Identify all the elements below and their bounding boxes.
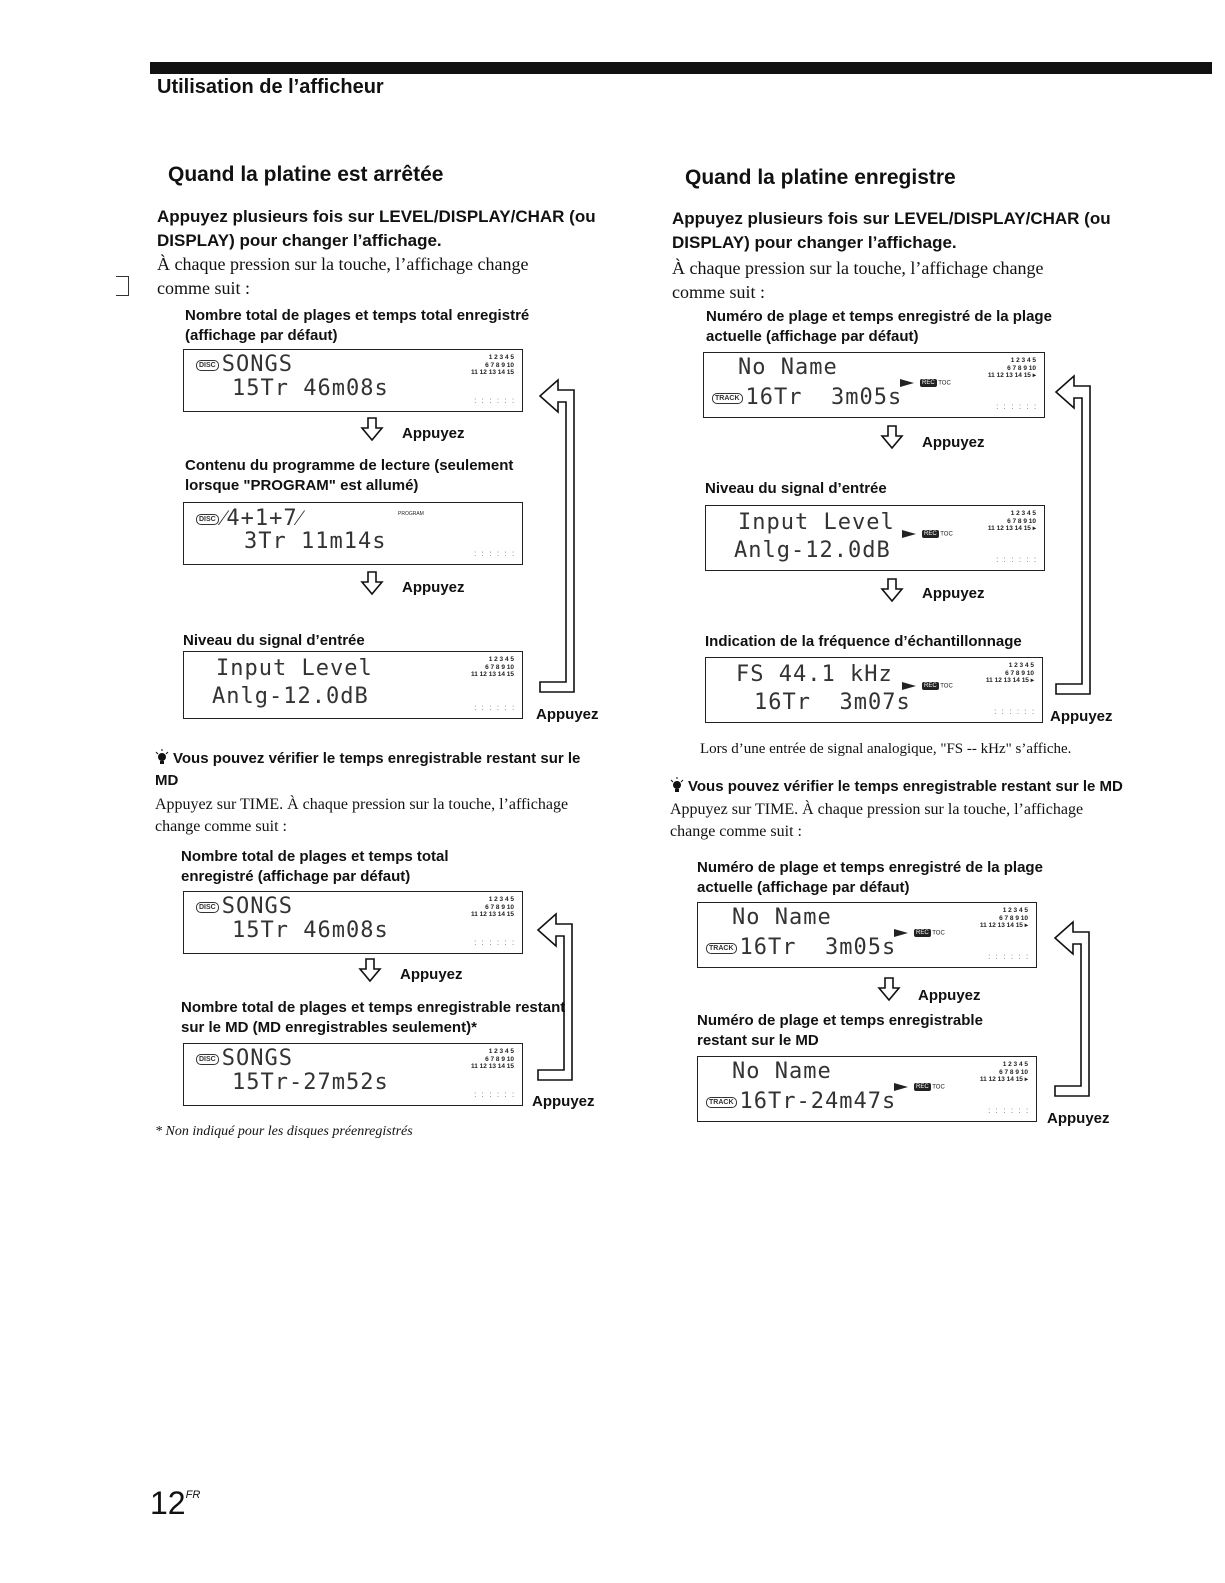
level-meter: ⁚ ⁚ ⁚ ⁚ ⁚ ⁚	[988, 1109, 1030, 1115]
rec-indicator: REC TOC	[902, 682, 953, 690]
disc-badge: DISC	[196, 902, 219, 913]
disc-badge: DISC	[196, 514, 219, 525]
left-heading: Quand la platine est arrêtée	[168, 163, 444, 186]
rec-indicator: REC TOC	[894, 929, 945, 937]
level-meter: ⁚ ⁚ ⁚ ⁚ ⁚ ⁚	[474, 399, 516, 405]
left-lcd-1	[183, 349, 523, 412]
track-grid: 1 2 3 4 5 6 7 8 9 10 11 12 13 14 15	[470, 1048, 514, 1070]
left-note-lcd-2	[183, 1043, 523, 1106]
right-lcd-3	[705, 657, 1043, 723]
page-number-value: 12	[150, 1485, 186, 1521]
left-note-title	[155, 748, 595, 792]
cycle-arrow-icon	[1053, 918, 1099, 1104]
appuyez-label: Appuyez	[922, 585, 985, 602]
track-grid: 1 2 3 4 5 6 7 8 9 10 11 12 13 14 15 ▸	[985, 662, 1034, 684]
lcd-line2: 16Tr-24m47s	[739, 1089, 897, 1114]
track-grid: 1 2 3 4 5 6 7 8 9 10 11 12 13 14 15 ▸	[987, 357, 1036, 379]
down-arrow-icon	[880, 577, 904, 603]
appuyez-label: Appuyez	[400, 966, 463, 983]
page-suffix: FR	[185, 1489, 201, 1501]
track-badge: TRACK	[712, 393, 743, 404]
left-instruction: Appuyez plusieurs fois sur LEVEL/DISPLAY/CHAR (ou DISPLAY) pour changer l’affichage.	[157, 207, 596, 250]
down-arrow-icon	[880, 424, 904, 450]
right-step1-label: Numéro de plage et temps enregistré de la plage actuelle (affichage par défaut)	[706, 308, 1052, 345]
right-lcd-2	[705, 505, 1045, 571]
track-grid: 1 2 3 4 5 6 7 8 9 10 11 12 13 14 15	[470, 656, 514, 678]
lcd-line2: Anlg-12.0dB	[212, 684, 369, 709]
appuyez-label: Appuyez	[918, 987, 981, 1004]
appuyez-label: Appuyez	[532, 1093, 595, 1110]
left-intro: À chaque pression sur la touche, l’affichage change comme suit :	[157, 254, 529, 298]
header-rule	[150, 62, 1212, 74]
page-number	[150, 1485, 200, 1522]
level-meter: ⁚ ⁚ ⁚ ⁚ ⁚ ⁚	[474, 941, 516, 947]
cycle-arrow-icon	[538, 376, 584, 702]
note-title-text: Vous pouvez vérifier le temps enregistrable restant sur le MD	[155, 750, 581, 789]
down-arrow-icon	[360, 570, 384, 596]
footnote: * Non indiqué pour les disques préenregistrés	[155, 1124, 413, 1139]
level-meter: ⁚ ⁚ ⁚ ⁚ ⁚ ⁚	[988, 955, 1030, 961]
lcd-line2: 16Tr 3m05s	[739, 935, 897, 960]
lcd-line2: 15Tr-27m52s	[232, 1070, 389, 1095]
right-note-title	[670, 776, 1140, 798]
lcd-line2: 16Tr 3m07s	[754, 690, 911, 715]
track-grid: 1 2 3 4 5 6 7 8 9 10 11 12 13 14 15 ▸	[987, 510, 1036, 532]
lcd-line2: Anlg-12.0dB	[734, 538, 891, 563]
rec-indicator: REC TOC	[902, 530, 953, 538]
left-step1-label: Nombre total de plages et temps total enregistré (affichage par défaut)	[185, 307, 530, 344]
track-grid: 1 2 3 4 5 6 7 8 9 10 11 12 13 14 15 ▸	[979, 907, 1028, 929]
right-heading: Quand la platine enregistre	[685, 166, 956, 189]
lcd-line2: 15Tr 46m08s	[232, 376, 389, 401]
lcd-line1: No Name	[738, 355, 838, 380]
right-note-step2-label: Numéro de plage et temps enregistrable restant sur le MD	[697, 1012, 983, 1049]
appuyez-label: Appuyez	[402, 579, 465, 596]
lcd-line2: 15Tr 46m08s	[232, 918, 389, 943]
disc-badge: DISC	[196, 360, 219, 371]
level-meter: ⁚ ⁚ ⁚ ⁚ ⁚ ⁚	[996, 558, 1038, 564]
lcd-line1: SONGS	[221, 1046, 293, 1071]
right-note-step1-label: Numéro de plage et temps enregistré de la plage actuelle (affichage par défaut)	[697, 859, 1043, 896]
left-step2-label: Contenu du programme de lecture (seulement lorsque "PROGRAM" est allumé)	[185, 457, 514, 494]
level-meter: ⁚ ⁚ ⁚ ⁚ ⁚ ⁚	[996, 405, 1038, 411]
down-arrow-icon	[358, 957, 382, 983]
lcd-line2: 16Tr 3m05s	[745, 385, 903, 410]
appuyez-label: Appuyez	[1050, 708, 1113, 725]
lcd-line1: ⁄4+1+7⁄	[221, 506, 303, 531]
down-arrow-icon	[877, 976, 901, 1002]
right-step3-label: Indication de la fréquence d’échantillonnage	[705, 633, 1022, 650]
lcd-line1: No Name	[732, 1059, 832, 1084]
right-lcd-1	[703, 352, 1045, 418]
lcd-line1: FS 44.1 kHz	[736, 662, 893, 687]
left-note-step1-label: Nombre total de plages et temps total enregistré (affichage par défaut)	[181, 848, 449, 885]
level-meter: ⁚ ⁚ ⁚ ⁚ ⁚ ⁚	[994, 710, 1036, 716]
lcd-line1: Input Level	[738, 510, 895, 535]
right-intro: À chaque pression sur la touche, l’affichage change comme suit :	[672, 258, 1044, 302]
appuyez-label: Appuyez	[1047, 1110, 1110, 1127]
left-lcd-2	[183, 502, 523, 565]
left-note-body: Appuyez sur TIME. À chaque pression sur la touche, l’affichage change comme suit :	[155, 796, 569, 835]
lcd-line1: SONGS	[221, 352, 293, 377]
program-indicator: PROGRAM	[398, 511, 424, 517]
lcd-line1: No Name	[732, 905, 832, 930]
track-grid: 1 2 3 4 5 6 7 8 9 10 11 12 13 14 15	[470, 354, 514, 376]
track-badge: TRACK	[706, 943, 737, 954]
right-note-body: Appuyez sur TIME. À chaque pression sur la touche, l’affichage change comme suit :	[670, 801, 1084, 840]
disc-badge: DISC	[196, 1054, 219, 1065]
appuyez-label: Appuyez	[922, 434, 985, 451]
tip-bulb-icon	[155, 749, 169, 765]
level-meter: ⁚ ⁚ ⁚ ⁚ ⁚ ⁚	[474, 552, 516, 558]
left-step3-label: Niveau du signal d’entrée	[183, 632, 365, 649]
level-meter: ⁚ ⁚ ⁚ ⁚ ⁚ ⁚	[474, 706, 516, 712]
cycle-arrow-icon	[1054, 372, 1100, 702]
left-note-step2-label: Nombre total de plages et temps enregistrable restant sur le MD (MD enregistrables seulement)*	[181, 999, 566, 1036]
lcd-line2: 3Tr 11m14s	[244, 529, 387, 554]
track-grid: 1 2 3 4 5 6 7 8 9 10 11 12 13 14 15 ▸	[979, 1061, 1028, 1083]
down-arrow-icon	[360, 416, 384, 442]
right-note-lcd-1	[697, 902, 1037, 968]
margin-mark	[116, 276, 129, 296]
appuyez-label: Appuyez	[536, 706, 599, 723]
right-instruction: Appuyez plusieurs fois sur LEVEL/DISPLAY/CHAR (ou DISPLAY) pour changer l’affichage.	[672, 209, 1111, 252]
track-grid: 1 2 3 4 5 6 7 8 9 10 11 12 13 14 15	[470, 896, 514, 918]
left-lcd-3	[183, 651, 523, 719]
section-title: Utilisation de l’afficheur	[157, 76, 384, 98]
cycle-arrow-icon	[536, 910, 582, 1088]
rec-indicator: REC TOC	[894, 1083, 945, 1091]
right-step2-label: Niveau du signal d’entrée	[705, 480, 887, 497]
level-meter: ⁚ ⁚ ⁚ ⁚ ⁚ ⁚	[474, 1093, 516, 1099]
track-badge: TRACK	[706, 1097, 737, 1108]
lcd-line1: Input Level	[216, 656, 373, 681]
note-title-text: Vous pouvez vérifier le temps enregistrable restant sur le MD	[688, 778, 1123, 795]
appuyez-label: Appuyez	[402, 425, 465, 442]
lcd-line1: SONGS	[221, 894, 293, 919]
rec-indicator: REC TOC	[900, 379, 951, 387]
analog-note: Lors d’une entrée de signal analogique, "FS -- kHz" s’affiche.	[700, 741, 1072, 757]
left-note-lcd-1	[183, 891, 523, 954]
right-note-lcd-2	[697, 1056, 1037, 1122]
tip-bulb-icon	[670, 777, 684, 793]
